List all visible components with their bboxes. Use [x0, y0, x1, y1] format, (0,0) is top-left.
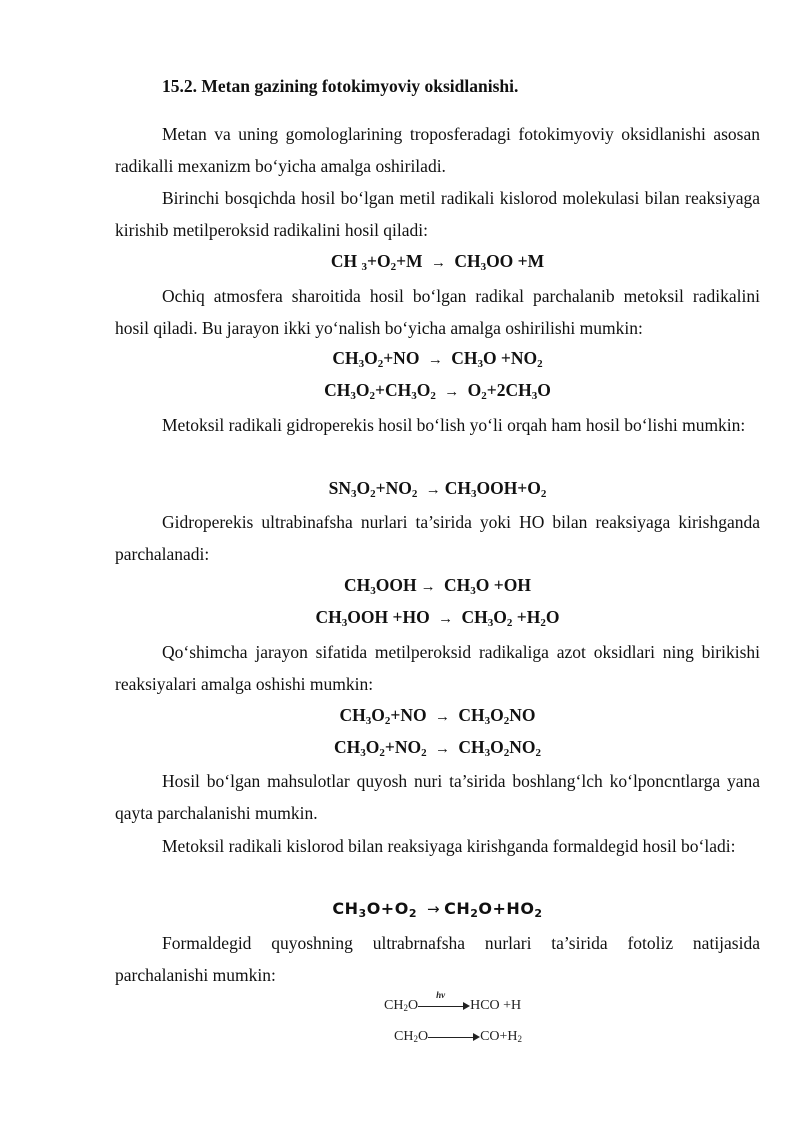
equation-8: $CH_3O_2+NO_2 \to CH_3O_2NO_2$	[334, 737, 541, 759]
reaction-arrow: →	[434, 741, 450, 757]
reaction-arrow: →	[430, 255, 446, 271]
reaction-arrow-long	[428, 1032, 480, 1042]
paragraph-2: Birinchi bosqichda hosil bo‘lgan metil radikali kislorod molekulasi bilan reaksiyaga kirishib metilperoksid radikalini hosil qiladi:	[115, 188, 760, 240]
paragraph-8: Metoksil radikali kislorod bilan reaksiyaga kirishganda formaldegid hosil bo‘ladi:	[162, 836, 736, 856]
paragraph-5: Gidroperekis ultrabinafsha nurlari ta’sirida yoki HO bilan reaksiyaga kirishganda parchalanadi:	[115, 512, 760, 564]
reaction-arrow: →	[425, 482, 441, 498]
equation-11: $CH_2O$ $CO+H_2$	[394, 1029, 523, 1044]
equation-7: $CH_3O_2+NO \to CH_3O_2NO$	[339, 705, 536, 727]
equation-5: $CH_3OOH \to CH_3O +OH$	[344, 575, 531, 597]
paragraph-3: Ochiq atmosfera sharoitida hosil bo‘lgan radikal parchalanib metoksil radikalini hosil qiladi. Bu jarayon ikki yo‘nalish bo‘yicha amalga oshirilishi mumkin:	[115, 286, 760, 338]
paragraph-1: Metan va uning gomologlarining troposferadagi fotokimyoviy oksidlanishi asosan radikalli mexanizm bo‘yicha amalga oshiriladi.	[115, 124, 760, 176]
equation-2: $CH_3O_2+NO \to CH_3O +NO_2$	[332, 348, 543, 370]
reaction-arrow-long	[418, 989, 470, 1011]
reaction-arrow: →	[434, 709, 450, 725]
paragraph-6: Qo‘shimcha jarayon sifatida metilperoksid radikaliga azot oksidlari ning birikishi reaksiyalari amalga oshishi mumkin:	[115, 642, 760, 694]
paragraph-7: Hosil bo‘lgan mahsulotlar quyosh nuri ta’sirida boshlang‘lch ko‘lponcntlarga yana qayta parchalanishi mumkin.	[115, 771, 760, 823]
photon-label: hv	[436, 989, 446, 1000]
section-heading: 15.2. Metan gazining fotokimyoviy oksidlanishi.	[162, 76, 519, 96]
equation-10: $CH_2O$ hv HCO +H	[384, 989, 522, 1013]
equation-6: $CH_3OOH +HO \to CH_3O_2 +H_2O$	[315, 607, 560, 629]
paragraph-9: Formaldegid quyoshning ultrabrnafsha nurlari ta’sirida fotoliz natijasida parchalanishi mumkin:	[115, 933, 760, 985]
paragraph-4: Metoksil radikali gidroperekis hosil bo‘lish yo‘li orqah ham hosil bo‘lishi mumkin:	[162, 415, 746, 435]
equation-3: $CH_3O_2+CH_3O_2 \to O_2+2CH_3O$	[324, 380, 551, 402]
equation-1: CH $_3+O_2+M \to CH_3OO +M$	[330, 251, 545, 273]
reaction-arrow: →	[438, 611, 454, 627]
reaction-arrow: →	[444, 384, 460, 400]
equation-4: $SN_3O_2+NO_2 \to CH_3OOH+O_2$	[328, 478, 547, 500]
reaction-arrow: →	[427, 352, 443, 368]
reaction-arrow: →	[427, 900, 441, 918]
reaction-arrow: →	[420, 579, 436, 595]
equation-9: $CH_3O+O_2 \to CH_2O+HO_2$	[332, 899, 543, 920]
